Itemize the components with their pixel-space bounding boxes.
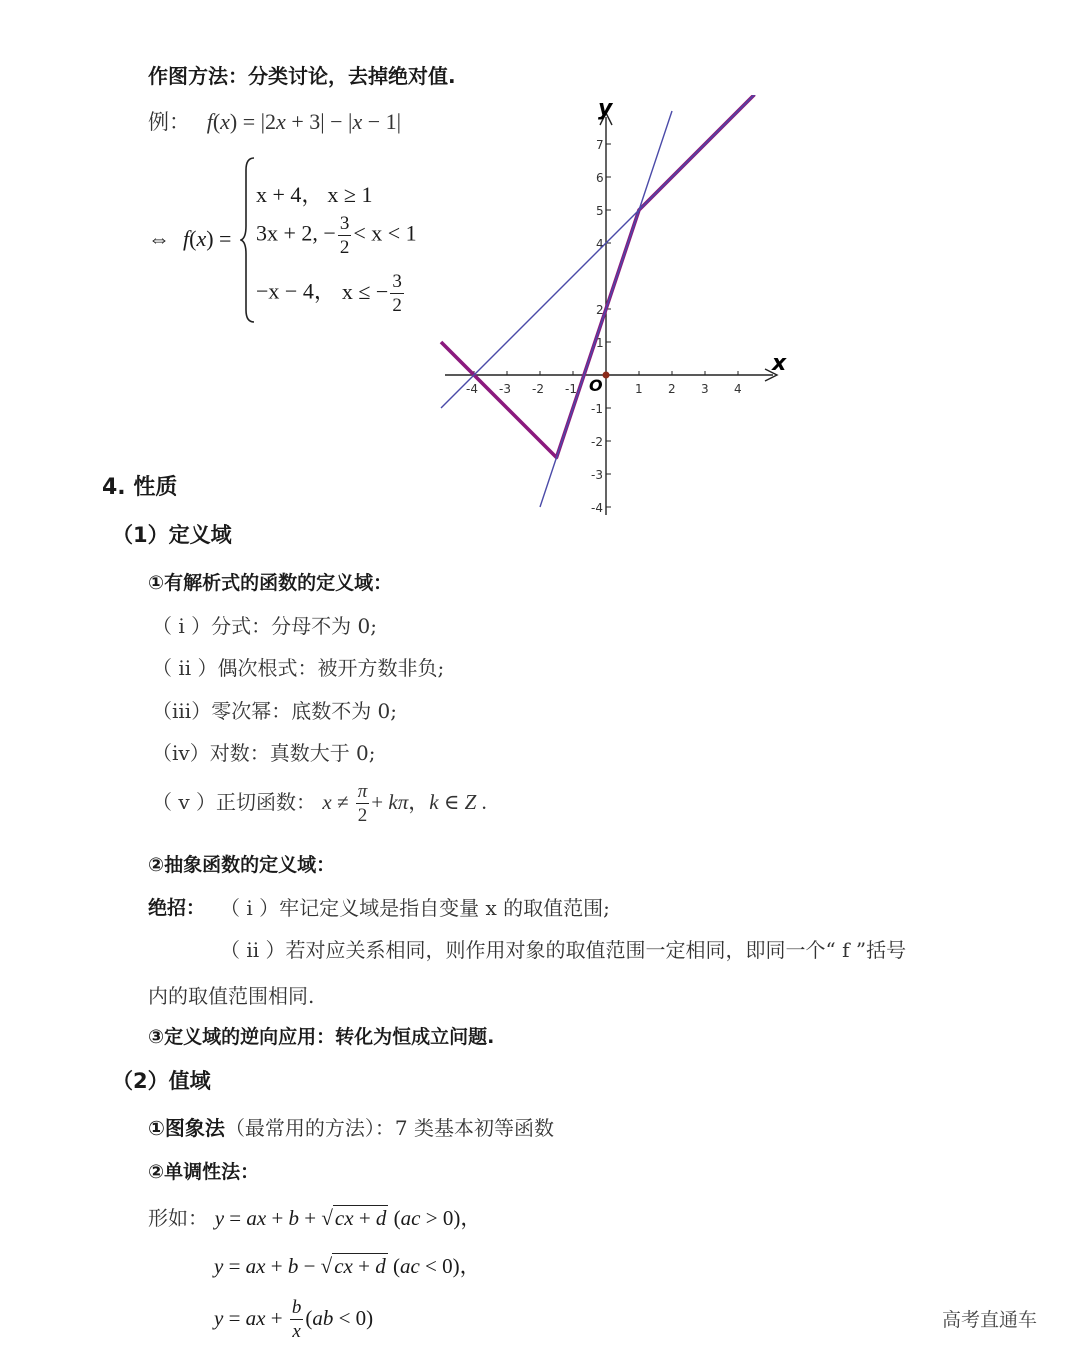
domain-rule-4: （iv）对数：真数大于 0; <box>152 741 376 765</box>
y-tick-label: 5 <box>596 204 604 218</box>
function-graph <box>425 95 800 520</box>
range-formula-1: 形如： y = ax + b + √cx + d (ac > 0)， <box>148 1206 482 1230</box>
trick-2-continued: 内的取值范围相同. <box>148 984 315 1008</box>
y-tick-label: -2 <box>591 435 603 449</box>
piecewise-case-3: −x − 4， x ≤ − $\frac{3}{2}$ <box>256 271 402 316</box>
y-tick-label: -3 <box>591 468 603 482</box>
piecewise-brace <box>240 156 256 324</box>
origin-label: O <box>589 376 603 395</box>
equivalence-symbol: ⇔ <box>148 226 170 251</box>
x-tick-label: 1 <box>635 382 643 396</box>
example-function: f <box>206 109 213 134</box>
method-heading: 作图方法：分类讨论，去掉绝对值. <box>148 64 456 88</box>
y-tick-label: -1 <box>591 402 603 416</box>
y-axis-label: y <box>598 96 613 121</box>
y-tick-label: 2 <box>596 303 604 317</box>
y-tick-label: 7 <box>596 138 604 152</box>
domain-item-3: ③定义域的逆向应用：转化为恒成立问题. <box>148 1026 495 1048</box>
domain-rule-5: （ v ）正切函数： x ≠ $\frac{\pi}{2}$ + kπ，k ∈ Z . <box>152 781 487 826</box>
x-axis-label: x <box>772 351 787 376</box>
trick-2: （ ii ）若对应关系相同，则作用对象的取值范围一定相同，即同一个“ f ”括号 <box>220 938 907 962</box>
x-tick-label: -1 <box>565 382 577 396</box>
origin-point <box>603 372 610 379</box>
y-tick-label: 4 <box>596 237 604 251</box>
domain-rule-1: （ i ）分式：分母不为 0; <box>152 614 377 638</box>
y-tick-label: -4 <box>591 501 603 515</box>
trick-1: （ i ）牢记定义域是指自变量 x 的取值范围; <box>220 896 610 920</box>
x-tick-label: -2 <box>532 382 544 396</box>
domain-rule-2: （ ii ）偶次根式：被开方数非负; <box>152 656 445 680</box>
piecewise-lhs: ⇔ f(x) = <box>148 226 232 251</box>
domain-rule-3: （iii）零次幂：底数不为 0; <box>152 699 398 723</box>
x-tick-label: -3 <box>499 382 511 396</box>
x-tick-label: 4 <box>734 382 742 396</box>
example-line: 例： f(x) = |2x + 3| − |x − 1| <box>148 109 402 134</box>
y-tick-label: 1 <box>596 336 604 350</box>
range-item-1: ①图象法（最常用的方法）：7 类基本初等函数 <box>148 1116 555 1140</box>
trick-label: 绝招： <box>148 897 206 919</box>
x-tick-label: 3 <box>701 382 709 396</box>
range-title: （2）值域 <box>112 1069 211 1093</box>
x-tick-label: -4 <box>466 382 478 396</box>
section-4-title: 4. 性质 <box>102 475 178 500</box>
example-prefix: 例： <box>148 110 190 134</box>
range-item-2: ②单调性法： <box>148 1161 260 1183</box>
piecewise-case-1: x + 4， x ≥ 1 <box>256 182 373 207</box>
domain-item-1: ①有解析式的函数的定义域： <box>148 572 393 594</box>
domain-title: （1）定义域 <box>112 523 232 547</box>
range-formula-3: y = ax + $\frac{b}{x}$ (ab < 0) <box>214 1297 374 1342</box>
piecewise-case-2: 3x + 2, − $\frac{3}{2}$ < x < 1 <box>256 213 417 258</box>
watermark: 高考直通车 <box>942 1309 1038 1331</box>
domain-item-2: ②抽象函数的定义域： <box>148 854 336 876</box>
x-tick-label: 2 <box>668 382 676 396</box>
range-formula-2: y = ax + b − √cx + d (ac < 0)， <box>214 1254 481 1278</box>
y-tick-label: 6 <box>596 171 604 185</box>
